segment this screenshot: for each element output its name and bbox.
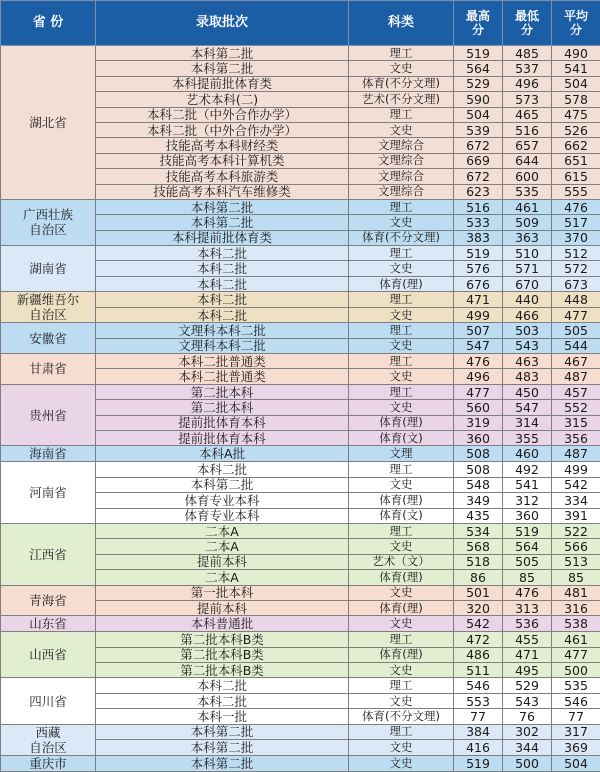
min-score-cell: 535: [503, 184, 552, 199]
subject-cell: 文理综合: [349, 169, 454, 184]
batch-cell: 本科二批: [96, 261, 349, 276]
min-score-cell: 302: [503, 724, 552, 740]
province-cell: 贵州省: [1, 384, 96, 446]
avg-score-cell: 334: [552, 493, 600, 508]
batch-cell: 技能高考本科旅游类: [96, 169, 349, 184]
table-row: [1, 246, 600, 261]
max-score-cell: 564: [454, 61, 503, 76]
avg-score-cell: 552: [552, 400, 600, 415]
avg-score-cell: 457: [552, 384, 600, 399]
batch-cell: 本科二批（中外合作办学）: [96, 107, 349, 122]
subject-cell: 体育(不分文理): [349, 230, 454, 245]
min-score-cell: 509: [503, 215, 552, 230]
max-score-cell: 568: [454, 539, 503, 554]
avg-score-cell: 504: [552, 755, 600, 771]
province-cell: 青海省: [1, 585, 96, 616]
min-score-cell: 516: [503, 122, 552, 137]
batch-cell: 第二批本科B类: [96, 663, 349, 678]
subject-cell: 文史: [349, 61, 454, 76]
subject-cell: 文史: [349, 755, 454, 771]
min-score-cell: 483: [503, 369, 552, 384]
table-row: [1, 616, 600, 632]
province-cell: 四川省: [1, 678, 96, 724]
max-score-cell: 383: [454, 230, 503, 245]
max-score-cell: 519: [454, 755, 503, 771]
min-score-cell: 510: [503, 246, 552, 261]
avg-score-cell: 448: [552, 292, 600, 308]
min-score-cell: 314: [503, 415, 552, 430]
batch-cell: 本科第二批: [96, 215, 349, 230]
min-score-cell: 85: [503, 570, 552, 585]
max-score-cell: 360: [454, 430, 503, 445]
batch-cell: 技能高考本科计算机类: [96, 153, 349, 168]
batch-cell: 本科第二批: [96, 740, 349, 756]
max-score-cell: 499: [454, 307, 503, 323]
table-row: [1, 632, 600, 647]
avg-score-cell: 566: [552, 539, 600, 554]
subject-cell: 文史: [349, 585, 454, 600]
min-score-cell: 543: [503, 338, 552, 353]
avg-score-cell: 505: [552, 323, 600, 338]
avg-score-cell: 77: [552, 709, 600, 724]
max-score-cell: 504: [454, 107, 503, 122]
avg-score-cell: 522: [552, 523, 600, 538]
min-score-cell: 355: [503, 430, 552, 445]
max-score-cell: 435: [454, 508, 503, 523]
batch-cell: 二本A: [96, 539, 349, 554]
batch-cell: 体育专业本科: [96, 508, 349, 523]
max-score-cell: 508: [454, 462, 503, 477]
min-score-cell: 573: [503, 92, 552, 107]
avg-score-cell: 369: [552, 740, 600, 756]
batch-cell: 本科二批: [96, 292, 349, 308]
avg-score-cell: 504: [552, 76, 600, 91]
max-score-cell: 77: [454, 709, 503, 724]
max-score-cell: 320: [454, 600, 503, 615]
avg-score-cell: 517: [552, 215, 600, 230]
max-score-cell: 516: [454, 199, 503, 214]
subject-cell: 理工: [349, 323, 454, 338]
max-score-cell: 508: [454, 446, 503, 462]
avg-score-cell: 487: [552, 446, 600, 462]
min-score-cell: 466: [503, 307, 552, 323]
avg-score-cell: 475: [552, 107, 600, 122]
avg-score-cell: 546: [552, 693, 600, 708]
subject-cell: 文史: [349, 400, 454, 415]
table-row: [1, 724, 600, 740]
subject-cell: 体育(理): [349, 647, 454, 662]
max-score-cell: 518: [454, 554, 503, 569]
batch-cell: 二本A: [96, 523, 349, 538]
header-max-score-label: 最高 分: [466, 9, 490, 37]
avg-score-cell: 572: [552, 261, 600, 276]
subject-cell: 理工: [349, 523, 454, 538]
min-score-cell: 465: [503, 107, 552, 122]
avg-score-cell: 512: [552, 246, 600, 261]
subject-cell: 文史: [349, 338, 454, 353]
avg-score-cell: 673: [552, 276, 600, 291]
header-province: 省 份: [1, 1, 96, 46]
batch-cell: 本科二批: [96, 693, 349, 708]
province-cell: 海南省: [1, 446, 96, 462]
min-score-cell: 496: [503, 76, 552, 91]
avg-score-cell: 316: [552, 600, 600, 615]
max-score-cell: 507: [454, 323, 503, 338]
batch-cell: 第二批本科B类: [96, 647, 349, 662]
batch-cell: 本科提前批体育类: [96, 230, 349, 245]
min-score-cell: 519: [503, 523, 552, 538]
batch-cell: 本科第二批: [96, 199, 349, 214]
province-cell: 湖南省: [1, 246, 96, 292]
min-score-cell: 360: [503, 508, 552, 523]
min-score-cell: 657: [503, 138, 552, 153]
header-min-score-label: 最低 分: [515, 9, 539, 37]
subject-cell: 理工: [349, 724, 454, 740]
max-score-cell: 548: [454, 477, 503, 492]
batch-cell: 本科第二批: [96, 755, 349, 771]
max-score-cell: 472: [454, 632, 503, 647]
min-score-cell: 600: [503, 169, 552, 184]
min-score-cell: 547: [503, 400, 552, 415]
batch-cell: 文理科本科二批: [96, 338, 349, 353]
batch-cell: 技能高考本科财经类: [96, 138, 349, 153]
max-score-cell: 590: [454, 92, 503, 107]
batch-cell: 提前本科: [96, 554, 349, 569]
min-score-cell: 564: [503, 539, 552, 554]
min-score-cell: 495: [503, 663, 552, 678]
batch-cell: 本科二批普通类: [96, 354, 349, 369]
min-score-cell: 537: [503, 61, 552, 76]
max-score-cell: 529: [454, 76, 503, 91]
min-score-cell: 450: [503, 384, 552, 399]
max-score-cell: 672: [454, 138, 503, 153]
subject-cell: 文史: [349, 215, 454, 230]
subject-cell: 理工: [349, 199, 454, 214]
subject-cell: 文史: [349, 477, 454, 492]
subject-cell: 体育(理): [349, 600, 454, 615]
max-score-cell: 623: [454, 184, 503, 199]
header-max-score: [454, 1, 503, 46]
batch-cell: 本科二批: [96, 276, 349, 291]
max-score-cell: 384: [454, 724, 503, 740]
batch-cell: 艺术本科(二): [96, 92, 349, 107]
max-score-cell: 547: [454, 338, 503, 353]
min-score-cell: 76: [503, 709, 552, 724]
table-row: [1, 199, 600, 214]
avg-score-cell: 513: [552, 554, 600, 569]
subject-cell: 文史: [349, 693, 454, 708]
batch-cell: 本科第二批: [96, 46, 349, 61]
avg-score-cell: 477: [552, 647, 600, 662]
min-score-cell: 505: [503, 554, 552, 569]
batch-cell: 本科二批: [96, 678, 349, 693]
subject-cell: 艺术(不分文理): [349, 92, 454, 107]
min-score-cell: 644: [503, 153, 552, 168]
avg-score-cell: 85: [552, 570, 600, 585]
max-score-cell: 349: [454, 493, 503, 508]
table-row: [1, 678, 600, 693]
table-row: [1, 755, 600, 771]
subject-cell: 理工: [349, 107, 454, 122]
table-header: [1, 1, 600, 46]
table-row: [1, 585, 600, 600]
table-row: [1, 323, 600, 338]
subject-cell: 文史: [349, 122, 454, 137]
min-score-cell: 463: [503, 354, 552, 369]
min-score-cell: 500: [503, 755, 552, 771]
max-score-cell: 553: [454, 693, 503, 708]
max-score-cell: 539: [454, 122, 503, 137]
avg-score-cell: 615: [552, 169, 600, 184]
province-cell: 安徽省: [1, 323, 96, 354]
max-score-cell: 676: [454, 276, 503, 291]
avg-score-cell: 467: [552, 354, 600, 369]
province-cell: 山东省: [1, 616, 96, 632]
batch-cell: 第二批本科B类: [96, 632, 349, 647]
province-cell: 西藏 自治区: [1, 724, 96, 755]
table-body: [1, 46, 600, 772]
min-score-cell: 670: [503, 276, 552, 291]
batch-cell: 第二批本科: [96, 400, 349, 415]
avg-score-cell: 526: [552, 122, 600, 137]
header-avg-score-label: 平均 分: [564, 9, 588, 37]
max-score-cell: 519: [454, 46, 503, 61]
batch-cell: 本科二批（中外合作办学）: [96, 122, 349, 137]
province-cell: 新疆维吾尔 自治区: [1, 292, 96, 323]
subject-cell: 理工: [349, 354, 454, 369]
max-score-cell: 477: [454, 384, 503, 399]
min-score-cell: 571: [503, 261, 552, 276]
min-score-cell: 529: [503, 678, 552, 693]
max-score-cell: 546: [454, 678, 503, 693]
avg-score-cell: 476: [552, 199, 600, 214]
avg-score-cell: 541: [552, 61, 600, 76]
avg-score-cell: 578: [552, 92, 600, 107]
subject-cell: 理工: [349, 46, 454, 61]
subject-cell: 文理综合: [349, 138, 454, 153]
max-score-cell: 496: [454, 369, 503, 384]
min-score-cell: 312: [503, 493, 552, 508]
avg-score-cell: 481: [552, 585, 600, 600]
subject-cell: 文史: [349, 740, 454, 756]
max-score-cell: 486: [454, 647, 503, 662]
subject-cell: 理工: [349, 246, 454, 261]
min-score-cell: 363: [503, 230, 552, 245]
max-score-cell: 669: [454, 153, 503, 168]
batch-cell: 第一批本科: [96, 585, 349, 600]
min-score-cell: 536: [503, 616, 552, 632]
batch-cell: 本科二批: [96, 462, 349, 477]
subject-cell: 体育(不分文理): [349, 709, 454, 724]
subject-cell: 体育(文): [349, 508, 454, 523]
min-score-cell: 541: [503, 477, 552, 492]
province-cell: 广西壮族 自治区: [1, 199, 96, 245]
avg-score-cell: 500: [552, 663, 600, 678]
max-score-cell: 416: [454, 740, 503, 756]
avg-score-cell: 477: [552, 307, 600, 323]
subject-cell: 体育(理): [349, 493, 454, 508]
avg-score-cell: 461: [552, 632, 600, 647]
batch-cell: 本科第二批: [96, 477, 349, 492]
table-row: [1, 292, 600, 308]
subject-cell: 理工: [349, 384, 454, 399]
avg-score-cell: 370: [552, 230, 600, 245]
avg-score-cell: 542: [552, 477, 600, 492]
batch-cell: 本科一批: [96, 709, 349, 724]
max-score-cell: 576: [454, 261, 503, 276]
min-score-cell: 455: [503, 632, 552, 647]
subject-cell: 文理综合: [349, 184, 454, 199]
subject-cell: 文史: [349, 616, 454, 632]
subject-cell: 理工: [349, 632, 454, 647]
max-score-cell: 519: [454, 246, 503, 261]
province-cell: 河南省: [1, 462, 96, 524]
table-row: [1, 354, 600, 369]
min-score-cell: 440: [503, 292, 552, 308]
batch-cell: 提前批体育本科: [96, 415, 349, 430]
avg-score-cell: 391: [552, 508, 600, 523]
max-score-cell: 560: [454, 400, 503, 415]
table-row: [1, 46, 600, 61]
header-avg-score: [552, 1, 600, 46]
subject-cell: 体育(文): [349, 430, 454, 445]
subject-cell: 文理综合: [349, 153, 454, 168]
max-score-cell: 672: [454, 169, 503, 184]
avg-score-cell: 317: [552, 724, 600, 740]
avg-score-cell: 356: [552, 430, 600, 445]
avg-score-cell: 662: [552, 138, 600, 153]
subject-cell: 体育(理): [349, 415, 454, 430]
min-score-cell: 344: [503, 740, 552, 756]
batch-cell: 提前批体育本科: [96, 430, 349, 445]
avg-score-cell: 499: [552, 462, 600, 477]
max-score-cell: 86: [454, 570, 503, 585]
batch-cell: 文理科本科二批: [96, 323, 349, 338]
max-score-cell: 533: [454, 215, 503, 230]
min-score-cell: 476: [503, 585, 552, 600]
table-row: [1, 384, 600, 399]
batch-cell: 第二批本科: [96, 384, 349, 399]
batch-cell: 本科第二批: [96, 61, 349, 76]
province-cell: 山西省: [1, 632, 96, 678]
avg-score-cell: 315: [552, 415, 600, 430]
min-score-cell: 471: [503, 647, 552, 662]
avg-score-cell: 555: [552, 184, 600, 199]
min-score-cell: 313: [503, 600, 552, 615]
province-cell: 湖北省: [1, 46, 96, 200]
min-score-cell: 492: [503, 462, 552, 477]
min-score-cell: 485: [503, 46, 552, 61]
subject-cell: 文史: [349, 539, 454, 554]
avg-score-cell: 487: [552, 369, 600, 384]
batch-cell: 提前本科: [96, 600, 349, 615]
province-cell: 江西省: [1, 523, 96, 585]
subject-cell: 理工: [349, 678, 454, 693]
avg-score-cell: 490: [552, 46, 600, 61]
subject-cell: 艺术（文）: [349, 554, 454, 569]
batch-cell: 本科普通批: [96, 616, 349, 632]
subject-cell: 体育(理): [349, 276, 454, 291]
province-cell: 甘肃省: [1, 354, 96, 385]
min-score-cell: 503: [503, 323, 552, 338]
max-score-cell: 476: [454, 354, 503, 369]
batch-cell: 本科第二批: [96, 724, 349, 740]
subject-cell: 文史: [349, 261, 454, 276]
avg-score-cell: 535: [552, 678, 600, 693]
province-cell: 重庆市: [1, 755, 96, 771]
batch-cell: 二本A: [96, 570, 349, 585]
table-row: [1, 462, 600, 477]
header-batch: 录取批次: [96, 1, 349, 46]
subject-cell: 体育(理): [349, 570, 454, 585]
batch-cell: 体育专业本科: [96, 493, 349, 508]
table-row: [1, 446, 600, 462]
max-score-cell: 534: [454, 523, 503, 538]
batch-cell: 本科提前批体育类: [96, 76, 349, 91]
min-score-cell: 460: [503, 446, 552, 462]
max-score-cell: 511: [454, 663, 503, 678]
avg-score-cell: 538: [552, 616, 600, 632]
min-score-cell: 543: [503, 693, 552, 708]
min-score-cell: 461: [503, 199, 552, 214]
batch-cell: 本科二批: [96, 307, 349, 323]
batch-cell: 技能高考本科汽车维修类: [96, 184, 349, 199]
max-score-cell: 501: [454, 585, 503, 600]
avg-score-cell: 544: [552, 338, 600, 353]
subject-cell: 文史: [349, 307, 454, 323]
max-score-cell: 471: [454, 292, 503, 308]
subject-cell: 文理: [349, 446, 454, 462]
batch-cell: 本科二批普通类: [96, 369, 349, 384]
subject-cell: 理工: [349, 292, 454, 308]
header-subject: 科类: [349, 1, 454, 46]
subject-cell: 文史: [349, 663, 454, 678]
subject-cell: 文史: [349, 369, 454, 384]
max-score-cell: 542: [454, 616, 503, 632]
header-min-score: [503, 1, 552, 46]
max-score-cell: 319: [454, 415, 503, 430]
subject-cell: 理工: [349, 462, 454, 477]
subject-cell: 体育(不分文理): [349, 76, 454, 91]
table-row: [1, 523, 600, 538]
batch-cell: 本科二批: [96, 246, 349, 261]
batch-cell: 本科A批: [96, 446, 349, 462]
avg-score-cell: 651: [552, 153, 600, 168]
